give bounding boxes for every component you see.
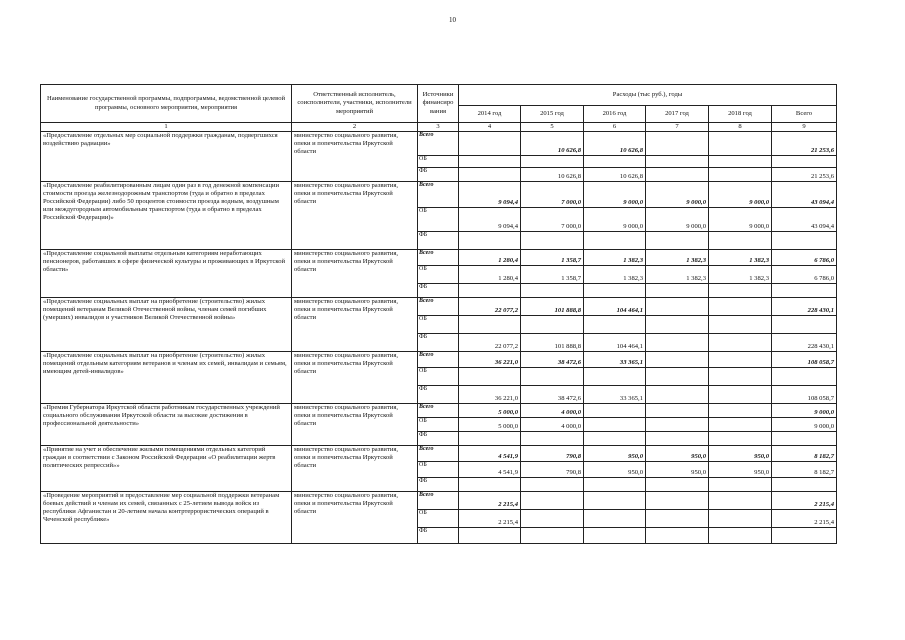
year-value [709,232,772,250]
year-value: 33 365,1 [584,386,646,404]
funding-source: Всего [418,492,459,510]
year-value [646,298,709,316]
funding-source: ФБ [418,432,459,446]
measure-name: «Премия Губернатора Иркутской области работникам государственных учреждений социального обслуживания Иркутской области за высокие достижения в профессиональной деятельности» [41,404,292,446]
year-value [459,156,521,168]
total-value [772,156,837,168]
year-value [459,528,521,544]
total-value [772,478,837,492]
header-responsible: Ответственный исполнитель, соисполнители, участники, исполнители мероприятий [292,85,418,123]
header-year: 2016 год [584,106,646,123]
year-value: 10 626,8 [521,132,584,156]
year-value [459,316,521,334]
year-value: 2 215,4 [459,492,521,510]
year-value [709,510,772,528]
year-value [646,404,709,418]
year-value: 1 382,3 [646,266,709,284]
year-value [459,432,521,446]
funding-source: ФБ [418,232,459,250]
year-value: 10 626,8 [584,168,646,182]
year-value [646,334,709,352]
year-value: 4 541,9 [459,446,521,462]
year-value [521,232,584,250]
column-number: 7 [646,123,709,132]
total-value: 2 215,4 [772,492,837,510]
year-value [646,168,709,182]
year-value [646,432,709,446]
table-row [41,182,837,208]
column-number: 6 [584,123,646,132]
year-value [646,316,709,334]
year-value: 1 382,3 [709,250,772,266]
year-value: 1 382,3 [709,266,772,284]
funding-source: ОБ [418,510,459,528]
year-value [521,478,584,492]
table-row [41,404,837,418]
year-value: 101 888,8 [521,298,584,316]
table-body [41,132,837,544]
funding-source: Всего [418,352,459,368]
header-year: 2014 год [459,106,521,123]
column-number: 3 [418,123,459,132]
column-number: 9 [772,123,837,132]
year-value [646,232,709,250]
header-name: Наименование государственной программы, подпрограммы, ведомственной целевой программы, основного мероприятия, мероприятия [41,85,292,123]
total-value: 43 094,4 [772,182,837,208]
year-value [709,386,772,404]
year-value: 1 280,4 [459,266,521,284]
total-value: 108 058,7 [772,386,837,404]
funding-source: ФБ [418,528,459,544]
table-row [41,132,837,156]
funding-source: ФБ [418,168,459,182]
year-value: 22 077,2 [459,298,521,316]
year-value: 950,0 [646,462,709,478]
year-value: 104 464,1 [584,334,646,352]
funding-source: ФБ [418,284,459,298]
year-value: 36 221,0 [459,352,521,368]
funding-source: ОБ [418,316,459,334]
year-value [646,478,709,492]
year-value: 1 382,3 [584,250,646,266]
year-value: 1 280,4 [459,250,521,266]
year-value [584,232,646,250]
year-value [646,132,709,156]
year-value [521,156,584,168]
year-value [709,284,772,298]
funding-source: ОБ [418,462,459,478]
year-value [521,284,584,298]
year-value [709,334,772,352]
year-value: 1 358,7 [521,250,584,266]
total-value: 9 000,0 [772,418,837,432]
year-value: 9 000,0 [646,208,709,232]
year-value: 9 094,4 [459,182,521,208]
total-value: 228 430,1 [772,334,837,352]
year-value: 22 077,2 [459,334,521,352]
funding-source: ОБ [418,418,459,432]
year-value [646,492,709,510]
year-value [709,168,772,182]
header-expenses: Расходы (тыс руб.), годы [459,85,837,106]
header-year: 2017 год [646,106,709,123]
year-value [646,368,709,386]
year-value [709,404,772,418]
funding-source: ОБ [418,156,459,168]
year-value [709,492,772,510]
measure-name: «Предоставление реабилитированным лицам один раз в год денежной компенсации стоимости проезда железнодорожным транспортом (туда и обратно в пределах Российской Федерации) либо 50 процентов стоимости проезда водным, воздушным или междугородным автомобильным транспортом (туда и обратно в пределах Российской Федерации)» [41,182,292,250]
table-row [41,298,837,316]
year-value: 10 626,8 [584,132,646,156]
header-year: 2015 год [521,106,584,123]
year-value [646,284,709,298]
total-value: 21 253,6 [772,168,837,182]
measure-name: «Предоставление отдельных мер социальной поддержки гражданам, подвергшихся воздействию радиации» [41,132,292,182]
header-total: Всего [772,106,837,123]
funding-source: Всего [418,182,459,208]
year-value [709,352,772,368]
year-value [459,168,521,182]
column-number: 8 [709,123,772,132]
total-value: 2 215,4 [772,510,837,528]
funding-source: Всего [418,250,459,266]
year-value: 9 000,0 [584,182,646,208]
year-value [584,418,646,432]
year-value [521,368,584,386]
year-value [584,156,646,168]
year-value: 4 541,9 [459,462,521,478]
funding-source: ОБ [418,208,459,232]
year-value [646,510,709,528]
funding-source: Всего [418,446,459,462]
year-value [709,528,772,544]
total-value: 43 094,4 [772,208,837,232]
total-value: 21 253,6 [772,132,837,156]
year-value: 2 215,4 [459,510,521,528]
year-value: 7 000,0 [521,182,584,208]
year-value [584,492,646,510]
funding-source: Всего [418,298,459,316]
funding-source: Всего [418,404,459,418]
responsible-executor: министерство социального развития, опеки и попечительства Иркутской области [292,132,418,182]
year-value: 790,8 [521,446,584,462]
total-value [772,368,837,386]
measure-name: «Принятие на учет и обеспечение жилыми помещениями отдельных категорий граждан в соответствии с Законом Российской Федерации «О реабилитации жертв политических репрессий»» [41,446,292,492]
total-value: 8 182,7 [772,446,837,462]
year-value: 790,8 [521,462,584,478]
year-value [584,510,646,528]
responsible-executor: министерство социального развития, опеки и попечительства Иркутской области [292,298,418,352]
year-value: 950,0 [709,446,772,462]
total-value: 6 786,0 [772,266,837,284]
funding-source: ФБ [418,478,459,492]
year-value [584,404,646,418]
year-value [459,368,521,386]
year-value: 9 000,0 [709,182,772,208]
column-number: 4 [459,123,521,132]
year-value: 950,0 [584,462,646,478]
total-value [772,232,837,250]
total-value [772,284,837,298]
year-value: 10 626,8 [521,168,584,182]
total-value: 6 786,0 [772,250,837,266]
year-value [459,284,521,298]
year-value: 101 888,8 [521,334,584,352]
year-value [709,298,772,316]
total-value [772,316,837,334]
year-value [709,316,772,334]
year-value [521,510,584,528]
year-value: 1 358,7 [521,266,584,284]
column-numbers-row [41,123,837,132]
year-value [646,386,709,404]
table-row [41,446,837,462]
year-value [521,492,584,510]
table-row [41,352,837,368]
year-value [709,418,772,432]
year-value [584,432,646,446]
year-value [584,368,646,386]
year-value [459,478,521,492]
responsible-executor: министерство социального развития, опеки и попечительства Иркутской области [292,492,418,544]
year-value [646,418,709,432]
year-value: 9 094,4 [459,208,521,232]
year-value [459,232,521,250]
year-value: 104 464,1 [584,298,646,316]
funding-source: ОБ [418,368,459,386]
responsible-executor: министерство социального развития, опеки и попечительства Иркутской области [292,404,418,446]
column-number: 1 [41,123,292,132]
measure-name: «Проведение мероприятий и предоставление мер социальной поддержки ветеранам боевых действий и членам их семей, связанных с 25-летием вывода войск из республики Афганистан и 20-летием начала контртеррористических операций в Чеченской республике» [41,492,292,544]
total-value [772,432,837,446]
year-value: 5 000,0 [459,404,521,418]
year-value [646,352,709,368]
funding-source: ОБ [418,266,459,284]
total-value: 108 058,7 [772,352,837,368]
responsible-executor: министерство социального развития, опеки и попечительства Иркутской области [292,352,418,404]
total-value: 228 430,1 [772,298,837,316]
year-value: 38 472,6 [521,352,584,368]
funding-source: ФБ [418,334,459,352]
year-value: 9 000,0 [584,208,646,232]
year-value: 5 000,0 [459,418,521,432]
column-number: 5 [521,123,584,132]
year-value: 1 382,3 [584,266,646,284]
year-value [709,478,772,492]
table-row [41,250,837,266]
year-value [646,156,709,168]
year-value [584,284,646,298]
year-value: 1 382,3 [646,250,709,266]
page-number: 10 [449,16,456,24]
funding-source: Всего [418,132,459,156]
year-value: 38 472,6 [521,386,584,404]
expenses-table [40,84,837,544]
responsible-executor: министерство социального развития, опеки и попечительства Иркутской области [292,250,418,298]
year-value: 4 000,0 [521,418,584,432]
year-value: 33 365,1 [584,352,646,368]
total-value: 9 000,0 [772,404,837,418]
table-row [41,492,837,510]
year-value [584,316,646,334]
year-value [709,156,772,168]
measure-name: «Предоставление социальной выплаты отдельным категориям неработающих пенсионеров, работавших в сфере физической культуры и проживающих в Иркутской области» [41,250,292,298]
year-value [709,432,772,446]
year-value [709,368,772,386]
year-value [521,528,584,544]
year-value [521,432,584,446]
funding-source: ФБ [418,386,459,404]
measure-name: «Предоставление социальных выплат на приобретение (строительство) жилых помещений отдельным категориям ветеранов и членам их семей, инвалидам и семьям, имеющим детей-инвалидов» [41,352,292,404]
total-value: 8 182,7 [772,462,837,478]
year-value [709,132,772,156]
responsible-executor: министерство социального развития, опеки и попечительства Иркутской области [292,182,418,250]
year-value: 7 000,0 [521,208,584,232]
measure-name: «Предоставление социальных выплат на приобретение (строительство) жилых помещений ветеранам Великой Отечественной войны, членам семей погибших (умерших) инвалидов и участников Великой Отечественной войны» [41,298,292,352]
year-value [521,316,584,334]
year-value [646,528,709,544]
year-value: 4 000,0 [521,404,584,418]
year-value: 9 000,0 [709,208,772,232]
year-value [459,132,521,156]
year-value: 950,0 [709,462,772,478]
year-value: 950,0 [646,446,709,462]
year-value: 950,0 [584,446,646,462]
column-number: 2 [292,123,418,132]
year-value: 9 000,0 [646,182,709,208]
year-value [584,528,646,544]
header-source: Источники финансиро вания [418,85,459,123]
year-value: 36 221,0 [459,386,521,404]
header-year: 2018 год [709,106,772,123]
responsible-executor: министерство социального развития, опеки и попечительства Иркутской области [292,446,418,492]
total-value [772,528,837,544]
year-value [584,478,646,492]
